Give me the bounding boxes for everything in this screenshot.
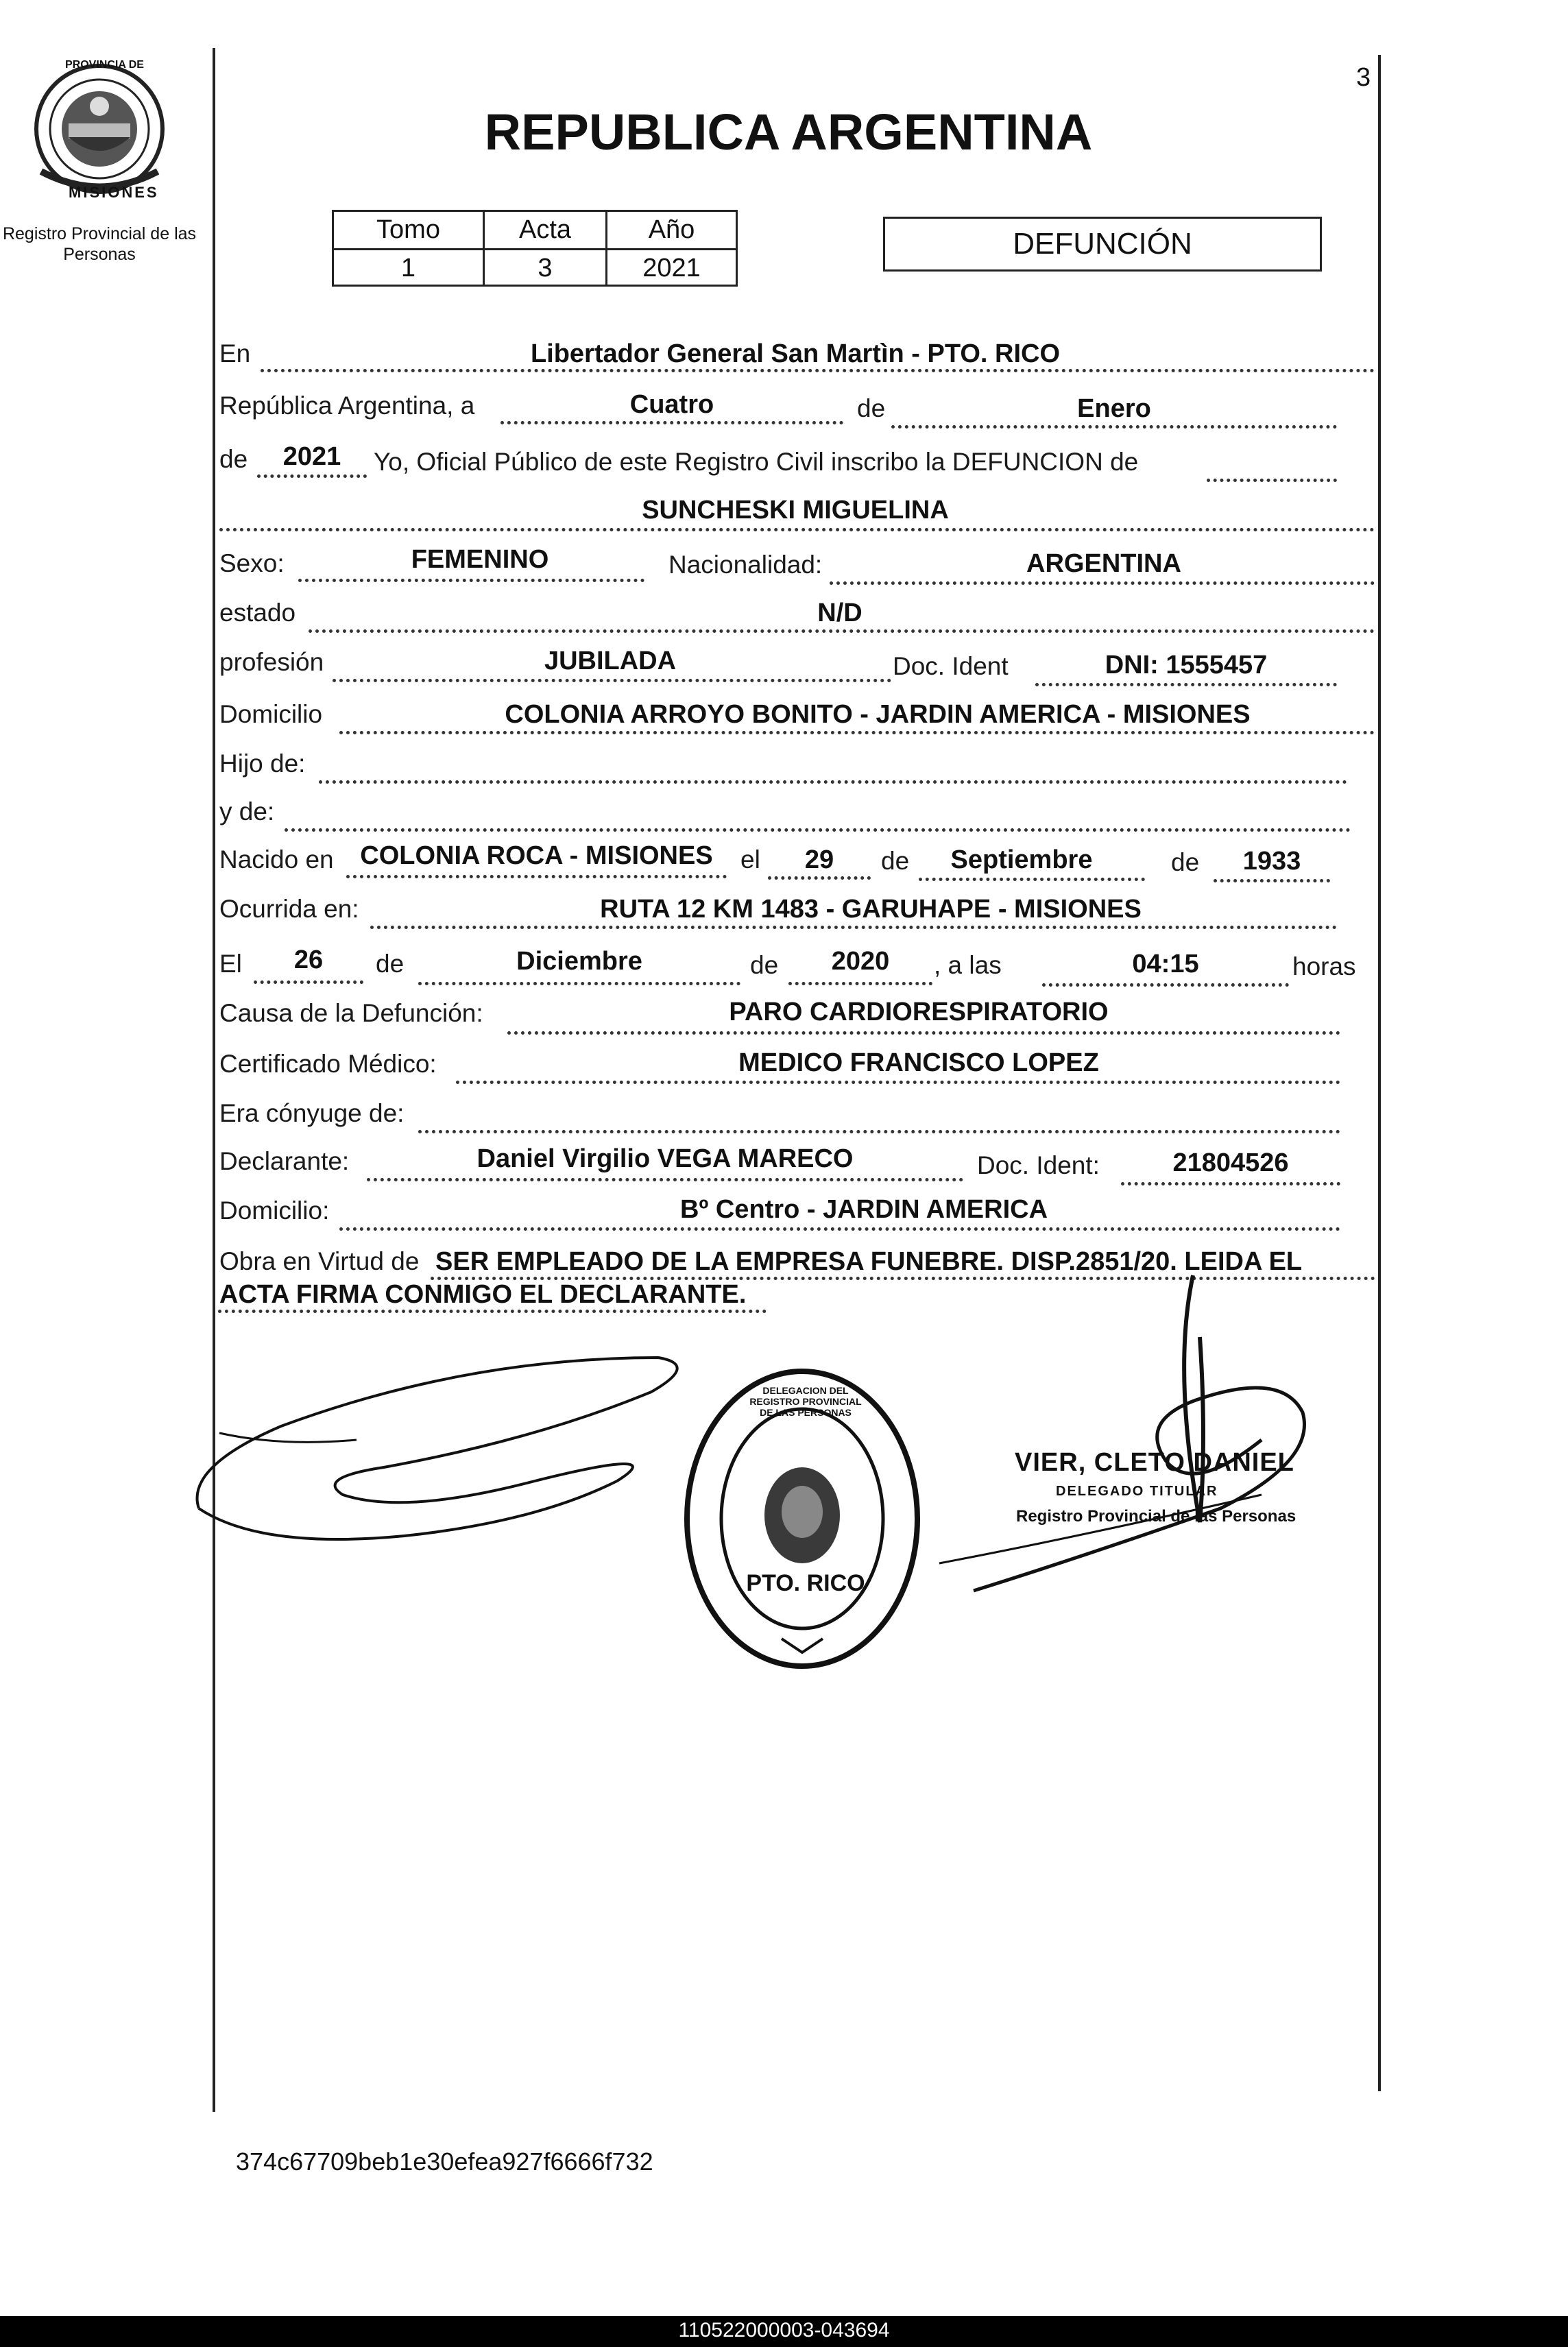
officer-signature-icon [878, 1234, 1330, 1618]
logo-text-bottom: MISIONES [69, 184, 159, 201]
dots-hora [1042, 983, 1289, 987]
label-doc-ident: Doc. Ident [893, 652, 1009, 680]
label-profesion: profesión [219, 648, 324, 676]
dots-causa [507, 1031, 1340, 1035]
value-obra-line2: ACTA FIRMA CONMIGO EL DECLARANTE. [219, 1280, 747, 1309]
label-ocurrida-de1: de [376, 950, 405, 978]
label-horas: horas [1292, 952, 1356, 980]
value-profesion: JUBILADA [544, 647, 677, 675]
value-ocurrida-mes: Diciembre [516, 947, 642, 976]
label-certificado: Certificado Médico: [219, 1050, 437, 1078]
value-domicilio-declarante: Bº Centro - JARDIN AMERICA [679, 1195, 1048, 1224]
value-nacido-anio: 1933 [1242, 847, 1301, 876]
officer-office: Registro Provincial de las Personas [1016, 1507, 1296, 1526]
officer-name: VIER, CLETO DANIEL [1015, 1448, 1294, 1477]
record-table [332, 210, 738, 287]
dots-lugar [261, 369, 1375, 372]
dots-estado [309, 629, 1375, 633]
table-value-tomo: 1 [400, 254, 416, 282]
label-a-las: , a las [934, 951, 1002, 979]
label-domicilio: Domicilio [219, 700, 323, 728]
label-oficial: Yo, Oficial Público de este Registro Civil inscribo la DEFUNCION de [374, 448, 1139, 476]
label-el-cap: El [219, 950, 242, 978]
dots-nombre [219, 528, 1375, 531]
officer-role: DELEGADO TITULAR [1056, 1484, 1218, 1499]
label-ocurrida-en: Ocurrida en: [219, 895, 359, 923]
dots-dia [500, 421, 843, 424]
dots-oficial-end [1207, 479, 1337, 482]
value-nacionalidad: ARGENTINA [1026, 549, 1181, 578]
registry-name: Registro Provincial de las Personas [2, 224, 197, 264]
value-sexo: FEMENINO [411, 545, 549, 574]
label-en: En [219, 339, 251, 368]
value-ocurrida-lugar: RUTA 12 KM 1483 - GARUHAPE - MISIONES [600, 895, 1142, 924]
dots-nacido-lugar [346, 875, 727, 878]
label-conyuge: Era cónyuge de: [219, 1099, 405, 1127]
dots-hijo-de [319, 780, 1347, 784]
value-nacido-dia: 29 [804, 845, 834, 874]
table-header-tomo: Tomo [376, 215, 440, 244]
label-domicilio-declarante: Domicilio: [219, 1196, 330, 1225]
table-header-acta: Acta [518, 215, 572, 244]
dots-sexo [298, 579, 644, 582]
label-ocurrida-de2: de [750, 951, 779, 979]
label-sexo: Sexo: [219, 549, 285, 577]
value-mes: Enero [1077, 394, 1151, 423]
value-nombre: SUNCHESKI MIGUELINA [642, 496, 949, 525]
dots-domicilio [339, 731, 1375, 734]
page-number: 3 [1356, 63, 1371, 92]
label-republica: República Argentina, a [219, 392, 475, 420]
dots-ocurrida-anio [788, 982, 932, 985]
left-margin-line [213, 48, 215, 2112]
dots-y-de [285, 828, 1351, 832]
value-declarante: Daniel Virgilio VEGA MARECO [477, 1144, 854, 1173]
logo-text-top: PROVINCIA DE [65, 59, 144, 71]
table-value-anio: 2021 [642, 254, 701, 282]
document-hash: 374c67709beb1e30efea927f6666f732 [236, 2147, 653, 2176]
dots-domicilio-declarante [339, 1227, 1340, 1231]
seal-location: PTO. RICO [746, 1570, 865, 1596]
seal-text: DELEGACION DEL REGISTRO PROVINCIAL DE LAS PERSONAS [749, 1385, 862, 1418]
dots-ocurrida-dia [254, 980, 363, 984]
value-hora: 04:15 [1132, 950, 1199, 978]
label-nacido-en: Nacido en [219, 845, 334, 874]
dots-ocurrida-lugar [370, 926, 1337, 929]
value-obra-line1: SER EMPLEADO DE LA EMPRESA FUNEBRE. DISP.2851/20. LEIDA EL [435, 1247, 1303, 1276]
dots-nacionalidad [830, 581, 1375, 585]
label-hijo-de: Hijo de: [219, 749, 306, 778]
label-y-de: y de: [219, 797, 275, 826]
table-value-acta: 3 [538, 254, 553, 282]
value-nacido-lugar: COLONIA ROCA - MISIONES [360, 841, 713, 870]
label-causa: Causa de la Defunción: [219, 999, 483, 1027]
value-estado: N/D [817, 599, 863, 627]
dots-conyuge [418, 1130, 1340, 1133]
label-de-mes: de [857, 394, 886, 422]
barcode-id: 110522000003-043694 [678, 2319, 890, 2342]
value-documento: DNI: 1555457 [1105, 651, 1268, 679]
value-anio: 2021 [282, 442, 341, 471]
value-ocurrida-dia: 26 [293, 946, 324, 974]
label-nacionalidad: Nacionalidad: [668, 551, 823, 579]
dots-nacido-dia [768, 876, 871, 880]
dots-nacido-anio [1214, 879, 1330, 882]
label-doc-ident-declarante: Doc. Ident: [977, 1151, 1100, 1179]
value-causa: PARO CARDIORESPIRATORIO [729, 998, 1109, 1026]
registry-logo [27, 55, 171, 202]
dots-documento [1035, 683, 1337, 686]
label-nacido-de2: de [1171, 848, 1200, 876]
document-type-box: DEFUNCIÓN [883, 217, 1322, 272]
table-header-anio: Año [648, 215, 695, 244]
label-el: el [740, 845, 760, 874]
dots-certificado [456, 1081, 1340, 1084]
right-margin-line [1378, 55, 1381, 2091]
value-domicilio: COLONIA ARROYO BONITO - JARDIN AMERICA - MISIONES [505, 700, 1251, 729]
value-certificado: MEDICO FRANCISCO LOPEZ [738, 1048, 1099, 1077]
dots-declarante [367, 1178, 963, 1181]
value-nacido-mes: Septiembre [950, 845, 1093, 874]
label-obra: Obra en Virtud de [219, 1247, 420, 1275]
value-declarante-doc: 21804526 [1172, 1148, 1289, 1177]
value-lugar: Libertador General San Martìn - PTO. RICO [530, 339, 1061, 368]
dots-anio [257, 474, 367, 478]
misiones-coat-of-arms-icon [27, 55, 171, 202]
dots-profesion [333, 679, 891, 682]
value-dia: Cuatro [629, 390, 714, 419]
dots-ocurrida-mes [418, 982, 740, 985]
label-estado: estado [219, 599, 296, 627]
value-ocurrida-anio: 2020 [831, 947, 890, 976]
label-de-anio: de [219, 445, 248, 473]
dots-obra-2 [218, 1310, 767, 1313]
declarant-signature-icon [178, 1344, 713, 1563]
label-declarante: Declarante: [219, 1147, 350, 1175]
dots-mes [891, 425, 1337, 429]
label-nacido-de1: de [881, 847, 910, 875]
page-title: REPUBLICA ARGENTINA [484, 104, 1093, 160]
dots-nacido-mes [919, 878, 1145, 881]
dots-declarante-doc [1121, 1182, 1340, 1185]
